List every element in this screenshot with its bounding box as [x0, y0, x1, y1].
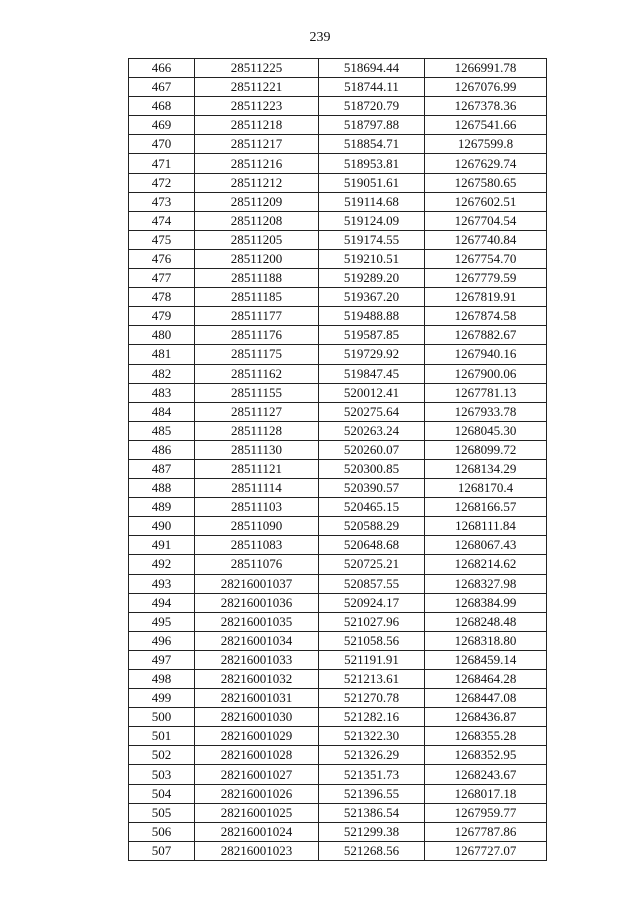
table-row: [129, 249, 547, 268]
x-coordinate-cell: 521326.29: [319, 746, 425, 765]
table-row: [129, 230, 547, 249]
point-number-cell: 478: [129, 288, 195, 307]
point-number-cell: 481: [129, 345, 195, 364]
point-number-cell: 469: [129, 116, 195, 135]
y-coordinate-cell: 1267933.78: [425, 402, 547, 421]
y-coordinate-cell: 1268045.30: [425, 421, 547, 440]
cadastral-id-cell: 28511076: [195, 555, 319, 574]
point-number-cell: 492: [129, 555, 195, 574]
point-number-cell: 503: [129, 765, 195, 784]
x-coordinate-cell: 519729.92: [319, 345, 425, 364]
x-coordinate-cell: 520263.24: [319, 421, 425, 440]
cadastral-id-cell: 28511217: [195, 135, 319, 154]
cadastral-id-cell: 28511177: [195, 307, 319, 326]
point-number-cell: 483: [129, 383, 195, 402]
x-coordinate-cell: 518744.11: [319, 78, 425, 97]
table-row: [129, 154, 547, 173]
x-coordinate-cell: 521058.56: [319, 631, 425, 650]
y-coordinate-cell: 1267602.51: [425, 192, 547, 211]
y-coordinate-cell: 1268352.95: [425, 746, 547, 765]
x-coordinate-cell: 519210.51: [319, 249, 425, 268]
x-coordinate-cell: 521213.61: [319, 670, 425, 689]
table-row: [129, 498, 547, 517]
y-coordinate-cell: 1268327.98: [425, 574, 547, 593]
y-coordinate-cell: 1268447.08: [425, 689, 547, 708]
table-row: [129, 78, 547, 97]
y-coordinate-cell: 1268318.80: [425, 631, 547, 650]
x-coordinate-cell: 521270.78: [319, 689, 425, 708]
cadastral-id-cell: 28511188: [195, 269, 319, 288]
x-coordinate-cell: 520648.68: [319, 536, 425, 555]
table-row: [129, 269, 547, 288]
point-number-cell: 488: [129, 479, 195, 498]
point-number-cell: 466: [129, 59, 195, 78]
x-coordinate-cell: 520725.21: [319, 555, 425, 574]
x-coordinate-cell: 519124.09: [319, 211, 425, 230]
table-row: [129, 517, 547, 536]
x-coordinate-cell: 521396.55: [319, 784, 425, 803]
x-coordinate-cell: 521027.96: [319, 612, 425, 631]
point-number-cell: 506: [129, 822, 195, 841]
cadastral-id-cell: 28511225: [195, 59, 319, 78]
table-row: [129, 555, 547, 574]
point-number-cell: 467: [129, 78, 195, 97]
cadastral-id-cell: 28511162: [195, 364, 319, 383]
table-row: [129, 459, 547, 478]
point-number-cell: 471: [129, 154, 195, 173]
cadastral-id-cell: 28511155: [195, 383, 319, 402]
y-coordinate-cell: 1267541.66: [425, 116, 547, 135]
table-row: [129, 727, 547, 746]
point-number-cell: 501: [129, 727, 195, 746]
x-coordinate-cell: 521386.54: [319, 803, 425, 822]
x-coordinate-cell: 518694.44: [319, 59, 425, 78]
table-row: [129, 784, 547, 803]
cadastral-id-cell: 28511216: [195, 154, 319, 173]
cadastral-id-cell: 28216001032: [195, 670, 319, 689]
y-coordinate-cell: 1267580.65: [425, 173, 547, 192]
point-number-cell: 490: [129, 517, 195, 536]
table-row: [129, 746, 547, 765]
point-number-cell: 479: [129, 307, 195, 326]
y-coordinate-cell: 1268243.67: [425, 765, 547, 784]
x-coordinate-cell: 521351.73: [319, 765, 425, 784]
table-row: [129, 593, 547, 612]
table-body: [129, 59, 547, 861]
x-coordinate-cell: 521268.56: [319, 841, 425, 860]
cadastral-id-cell: 28511090: [195, 517, 319, 536]
table-row: [129, 479, 547, 498]
point-number-cell: 504: [129, 784, 195, 803]
y-coordinate-cell: 1267787.86: [425, 822, 547, 841]
point-number-cell: 470: [129, 135, 195, 154]
x-coordinate-cell: 518797.88: [319, 116, 425, 135]
table-row: [129, 116, 547, 135]
table-row: [129, 803, 547, 822]
cadastral-id-cell: 28216001034: [195, 631, 319, 650]
point-number-cell: 497: [129, 650, 195, 669]
cadastral-id-cell: 28511114: [195, 479, 319, 498]
y-coordinate-cell: 1267740.84: [425, 230, 547, 249]
x-coordinate-cell: 520300.85: [319, 459, 425, 478]
table-row: [129, 650, 547, 669]
cadastral-id-cell: 28511130: [195, 440, 319, 459]
x-coordinate-cell: 521299.38: [319, 822, 425, 841]
point-number-cell: 474: [129, 211, 195, 230]
y-coordinate-cell: 1268017.18: [425, 784, 547, 803]
y-coordinate-cell: 1267882.67: [425, 326, 547, 345]
cadastral-id-cell: 28511223: [195, 97, 319, 116]
point-number-cell: 482: [129, 364, 195, 383]
x-coordinate-cell: 521282.16: [319, 708, 425, 727]
x-coordinate-cell: 520924.17: [319, 593, 425, 612]
cadastral-id-cell: 28511121: [195, 459, 319, 478]
table-row: [129, 383, 547, 402]
cadastral-id-cell: 28511218: [195, 116, 319, 135]
y-coordinate-cell: 1267076.99: [425, 78, 547, 97]
y-coordinate-cell: 1268067.43: [425, 536, 547, 555]
table-row: [129, 822, 547, 841]
y-coordinate-cell: 1268111.84: [425, 517, 547, 536]
y-coordinate-cell: 1268464.28: [425, 670, 547, 689]
point-number-cell: 502: [129, 746, 195, 765]
x-coordinate-cell: 518720.79: [319, 97, 425, 116]
point-number-cell: 494: [129, 593, 195, 612]
cadastral-id-cell: 28511208: [195, 211, 319, 230]
cadastral-id-cell: 28216001028: [195, 746, 319, 765]
table-row: [129, 59, 547, 78]
cadastral-id-cell: 28511212: [195, 173, 319, 192]
cadastral-id-cell: 28511083: [195, 536, 319, 555]
cadastral-id-cell: 28216001025: [195, 803, 319, 822]
table-row: [129, 841, 547, 860]
x-coordinate-cell: 521191.91: [319, 650, 425, 669]
table-row: [129, 345, 547, 364]
x-coordinate-cell: 520275.64: [319, 402, 425, 421]
table-row: [129, 631, 547, 650]
table-row: [129, 440, 547, 459]
table-row: [129, 612, 547, 631]
point-number-cell: 507: [129, 841, 195, 860]
y-coordinate-cell: 1267940.16: [425, 345, 547, 364]
x-coordinate-cell: 520390.57: [319, 479, 425, 498]
table-row: [129, 326, 547, 345]
table-row: [129, 765, 547, 784]
y-coordinate-cell: 1268248.48: [425, 612, 547, 631]
cadastral-id-cell: 28216001031: [195, 689, 319, 708]
point-number-cell: 498: [129, 670, 195, 689]
x-coordinate-cell: 520465.15: [319, 498, 425, 517]
y-coordinate-cell: 1268170.4: [425, 479, 547, 498]
cadastral-id-cell: 28511176: [195, 326, 319, 345]
cadastral-id-cell: 28511127: [195, 402, 319, 421]
point-number-cell: 485: [129, 421, 195, 440]
y-coordinate-cell: 1268134.29: [425, 459, 547, 478]
x-coordinate-cell: 519587.85: [319, 326, 425, 345]
y-coordinate-cell: 1267781.13: [425, 383, 547, 402]
point-number-cell: 487: [129, 459, 195, 478]
y-coordinate-cell: 1267874.58: [425, 307, 547, 326]
y-coordinate-cell: 1268436.87: [425, 708, 547, 727]
y-coordinate-cell: 1267599.8: [425, 135, 547, 154]
y-coordinate-cell: 1267900.06: [425, 364, 547, 383]
x-coordinate-cell: 521322.30: [319, 727, 425, 746]
cadastral-id-cell: 28511103: [195, 498, 319, 517]
x-coordinate-cell: 519289.20: [319, 269, 425, 288]
cadastral-id-cell: 28216001023: [195, 841, 319, 860]
cadastral-id-cell: 28216001033: [195, 650, 319, 669]
x-coordinate-cell: 520260.07: [319, 440, 425, 459]
y-coordinate-cell: 1267779.59: [425, 269, 547, 288]
point-number-cell: 491: [129, 536, 195, 555]
cadastral-id-cell: 28216001026: [195, 784, 319, 803]
table-row: [129, 307, 547, 326]
point-number-cell: 484: [129, 402, 195, 421]
point-number-cell: 493: [129, 574, 195, 593]
y-coordinate-cell: 1267378.36: [425, 97, 547, 116]
cadastral-id-cell: 28216001036: [195, 593, 319, 612]
coordinates-table: [128, 58, 547, 861]
y-coordinate-cell: 1268459.14: [425, 650, 547, 669]
cadastral-id-cell: 28216001027: [195, 765, 319, 784]
cadastral-id-cell: 28511221: [195, 78, 319, 97]
point-number-cell: 476: [129, 249, 195, 268]
x-coordinate-cell: 520588.29: [319, 517, 425, 536]
y-coordinate-cell: 1267629.74: [425, 154, 547, 173]
y-coordinate-cell: 1268166.57: [425, 498, 547, 517]
cadastral-id-cell: 28511175: [195, 345, 319, 364]
cadastral-id-cell: 28216001029: [195, 727, 319, 746]
page-number: 239: [309, 30, 331, 45]
table-row: [129, 192, 547, 211]
y-coordinate-cell: 1267959.77: [425, 803, 547, 822]
cadastral-id-cell: 28216001024: [195, 822, 319, 841]
point-number-cell: 473: [129, 192, 195, 211]
table-row: [129, 402, 547, 421]
table-row: [129, 173, 547, 192]
y-coordinate-cell: 1267754.70: [425, 249, 547, 268]
point-number-cell: 472: [129, 173, 195, 192]
table-row: [129, 708, 547, 727]
cadastral-id-cell: 28511200: [195, 249, 319, 268]
x-coordinate-cell: 519847.45: [319, 364, 425, 383]
point-number-cell: 499: [129, 689, 195, 708]
cadastral-id-cell: 28511185: [195, 288, 319, 307]
x-coordinate-cell: 519174.55: [319, 230, 425, 249]
table-row: [129, 689, 547, 708]
point-number-cell: 468: [129, 97, 195, 116]
table-row: [129, 364, 547, 383]
x-coordinate-cell: 519051.61: [319, 173, 425, 192]
cadastral-id-cell: 28511205: [195, 230, 319, 249]
point-number-cell: 495: [129, 612, 195, 631]
y-coordinate-cell: 1268355.28: [425, 727, 547, 746]
cadastral-id-cell: 28511128: [195, 421, 319, 440]
table-row: [129, 421, 547, 440]
x-coordinate-cell: 520857.55: [319, 574, 425, 593]
y-coordinate-cell: 1268214.62: [425, 555, 547, 574]
table-row: [129, 670, 547, 689]
cadastral-id-cell: 28216001035: [195, 612, 319, 631]
x-coordinate-cell: 519488.88: [319, 307, 425, 326]
x-coordinate-cell: 518953.81: [319, 154, 425, 173]
cadastral-id-cell: 28216001037: [195, 574, 319, 593]
x-coordinate-cell: 518854.71: [319, 135, 425, 154]
point-number-cell: 486: [129, 440, 195, 459]
cadastral-id-cell: 28511209: [195, 192, 319, 211]
point-number-cell: 496: [129, 631, 195, 650]
x-coordinate-cell: 519114.68: [319, 192, 425, 211]
point-number-cell: 477: [129, 269, 195, 288]
table-row: [129, 211, 547, 230]
y-coordinate-cell: 1266991.78: [425, 59, 547, 78]
y-coordinate-cell: 1268099.72: [425, 440, 547, 459]
point-number-cell: 505: [129, 803, 195, 822]
point-number-cell: 475: [129, 230, 195, 249]
y-coordinate-cell: 1267819.91: [425, 288, 547, 307]
x-coordinate-cell: 520012.41: [319, 383, 425, 402]
point-number-cell: 489: [129, 498, 195, 517]
cadastral-id-cell: 28216001030: [195, 708, 319, 727]
table-row: [129, 574, 547, 593]
point-number-cell: 480: [129, 326, 195, 345]
table-row: [129, 536, 547, 555]
point-number-cell: 500: [129, 708, 195, 727]
x-coordinate-cell: 519367.20: [319, 288, 425, 307]
table-row: [129, 97, 547, 116]
table-row: [129, 288, 547, 307]
table-row: [129, 135, 547, 154]
y-coordinate-cell: 1267727.07: [425, 841, 547, 860]
y-coordinate-cell: 1267704.54: [425, 211, 547, 230]
y-coordinate-cell: 1268384.99: [425, 593, 547, 612]
